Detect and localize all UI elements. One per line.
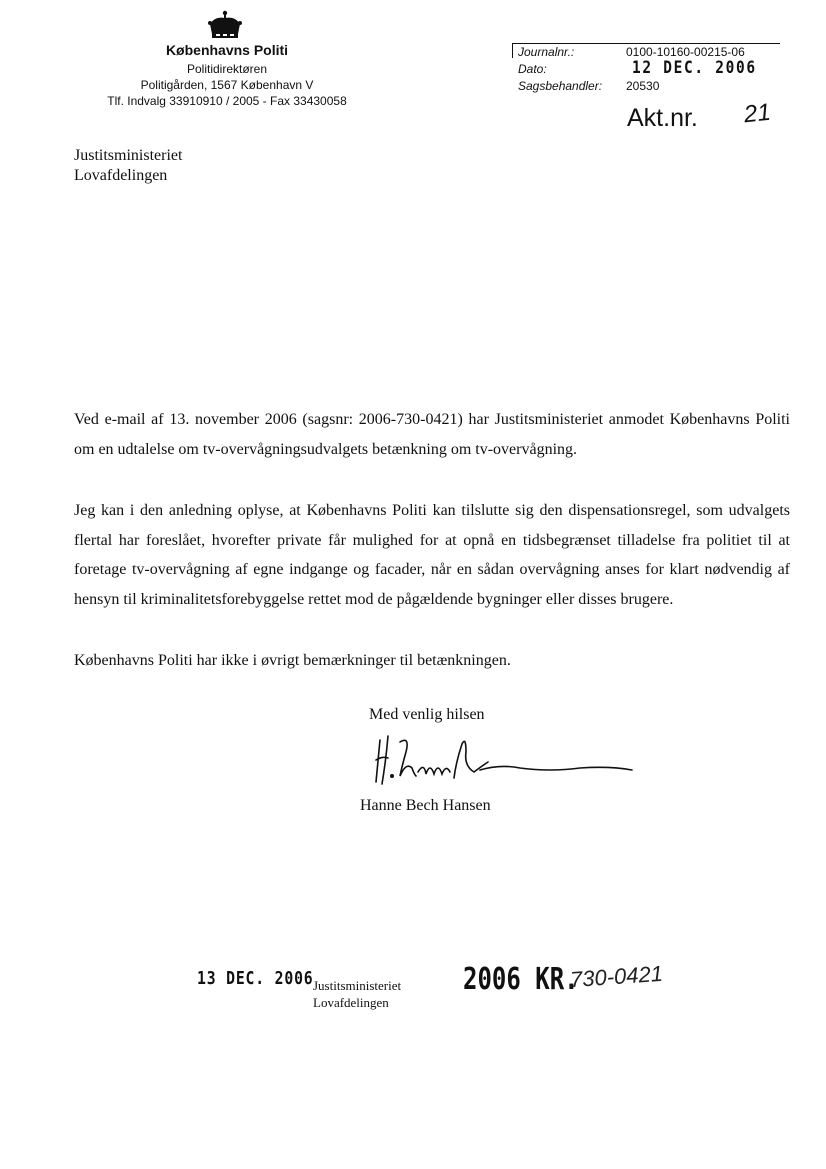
date-stamp: 12 DEC. 2006 — [632, 58, 757, 78]
signer-name: Hanne Bech Hansen — [360, 797, 491, 814]
body-paragraph-1: Ved e-mail af 13. november 2006 (sagsnr: 2006-730-0421) har Justitsministeriet anmodet Københavns Politi om en udtalelse om tv-overvågningsudvalgets betænkning om tv-overvågning. — [74, 411, 790, 458]
received-org-line-1: Justitsministeriet — [313, 978, 402, 993]
letterhead-phone: Tlf. Indvalg 33910910 / 2005 - Fax 33430058 — [107, 94, 347, 108]
body-paragraph-2: Jeg kan i den anledning oplyse, at Københavns Politi kan tilslutte sig den dispensationsregel, som udvalgets flertal har foreslået, hvorefter private får mulighed for at opnå en tidsbegrænset tilladelse fra politiet til at foretage tv-overvågning af egne indgange og facader, når en sådan overvågning anses for klart nødvendig af hensyn til kriminalitetsforebyggelse rettet mod de pågældende bygninger eller disses brugere. — [74, 502, 790, 608]
akt-number-handwritten: 21 — [742, 98, 772, 129]
letterhead-address: Politigården, 1567 København V — [140, 78, 314, 92]
received-org-line-2: Lovafdelingen — [313, 995, 389, 1010]
akt-number-label: Akt.nr. — [627, 104, 698, 132]
date-label: Dato: — [518, 62, 547, 76]
recipient-line-1: Justitsministeriet — [74, 147, 183, 164]
recipient-line-2: Lovafdelingen — [74, 167, 168, 184]
case-number-handwritten: 730-0421 — [569, 960, 664, 993]
crown-icon — [207, 10, 243, 42]
reference-box-border — [512, 43, 780, 44]
journal-number: 0100-10160-00215-06 — [626, 45, 745, 59]
handler-number: 20530 — [626, 79, 660, 93]
body-paragraph-3: Københavns Politi har ikke i øvrigt bemærkninger til betænkningen. — [74, 652, 511, 669]
letterhead-department: Politidirektøren — [186, 62, 268, 76]
reference-box-tick — [512, 43, 513, 58]
handwritten-signature — [370, 732, 640, 787]
handler-label: Sagsbehandler: — [518, 79, 603, 93]
received-date-stamp: 13 DEC. 2006 — [197, 968, 314, 989]
letterhead-organization: Københavns Politi — [165, 42, 289, 58]
journal-label: Journalnr.: — [518, 45, 575, 59]
case-number-stamp: 2006 KR. — [463, 962, 579, 997]
closing-greeting: Med venlig hilsen — [369, 706, 485, 723]
